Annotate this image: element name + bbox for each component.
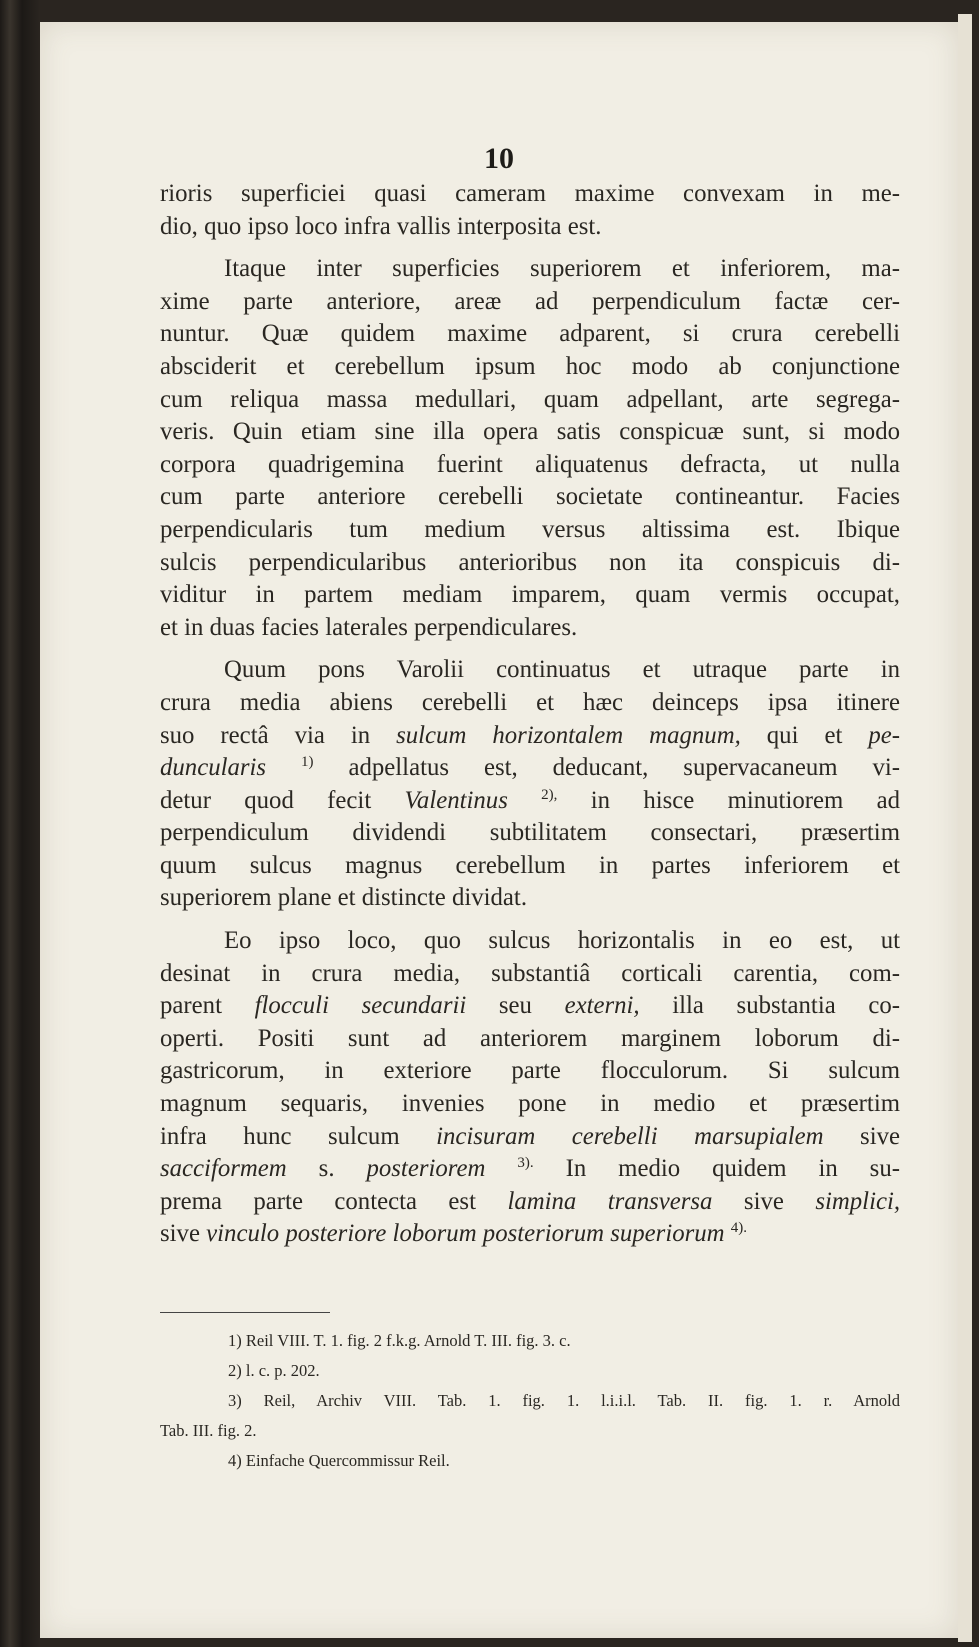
text-line: dio, quo ipso loco infra vallis interposita est. bbox=[160, 212, 602, 240]
footnote-marker: 4). bbox=[730, 1220, 748, 1237]
italic-term: lamina transversa bbox=[507, 1187, 713, 1215]
page-edge bbox=[958, 14, 972, 1642]
text-line: cum reliqua massa medullari, quam adpellant, arte segrega- bbox=[160, 385, 900, 413]
text-line: duncularis $^{1)}$ adpellatus est, deducant, supervacaneum vi- bbox=[160, 754, 901, 782]
text-line: Quum pons Varolii continuatus et utraque parte in bbox=[224, 656, 900, 684]
text-line: sulcis perpendicularibus anterioribus non ita conspicuis di- bbox=[160, 548, 900, 576]
italic-term: simplici, bbox=[815, 1187, 901, 1215]
italic-term: duncularis bbox=[160, 754, 267, 782]
text-line: operti. Positi sunt ad anteriorem marginem loborum di- bbox=[160, 1024, 900, 1052]
text-line: crura media abiens cerebelli et hæc deinceps ipsa itinere bbox=[160, 688, 900, 716]
footnote: 3) Reil, Archiv VIII. Tab. 1. fig. 1. l.i.i.l. Tab. II. fig. 1. r. Arnold bbox=[228, 1391, 900, 1410]
footnote: 2) l. c. p. 202. bbox=[228, 1361, 320, 1380]
text-line: prema parte contecta est lamina transversa sive simplici, bbox=[160, 1187, 901, 1215]
footnote-marker: 3). bbox=[517, 1155, 534, 1172]
footnote-marker: 2), bbox=[541, 786, 558, 803]
text-line: infra hunc sulcum incisuram cerebelli marsupialem sive bbox=[160, 1122, 900, 1150]
italic-name: Valentinus bbox=[404, 786, 508, 814]
page-number: 10 bbox=[484, 142, 514, 175]
italic-term: sacciformem bbox=[160, 1155, 287, 1183]
text-line: suo rectâ via in sulcum horizontalem magnum, qui et pe- bbox=[160, 721, 900, 749]
footnote: 4) Einfache Quercommissur Reil. bbox=[228, 1451, 450, 1470]
text-line: perpendiculum dividendi subtilitatem consectari, præsertim bbox=[160, 819, 900, 847]
body-text bbox=[160, 178, 900, 1251]
footnotes bbox=[160, 1326, 900, 1476]
text-line: superiorem plane et distincte dividat. bbox=[160, 884, 528, 912]
text-line: Eo ipso loco, quo sulcus horizontalis in eo est, ut bbox=[224, 927, 900, 955]
text-line: corpora quadrigemina fuerint aliquatenus defracta, ut nulla bbox=[160, 450, 900, 478]
footnote-separator bbox=[160, 1312, 330, 1313]
text-line: xime parte anteriore, areæ ad perpendiculum factæ cer- bbox=[160, 287, 900, 315]
italic-term: externi, bbox=[564, 992, 640, 1020]
italic-term: sulcum horizontalem magnum, bbox=[396, 721, 741, 749]
text-line: rioris superficiei quasi cameram maxime convexam in me- bbox=[160, 180, 900, 207]
italic-term: flocculi secundarii bbox=[254, 992, 467, 1020]
text-line: detur quod fecit Valentinus $^{2),}$ in hisce minutiorem ad bbox=[160, 786, 900, 814]
text-line: gastricorum, in exteriore parte flocculorum. Si sulcum bbox=[160, 1057, 900, 1085]
text-line: cum parte anteriore cerebelli societate contineantur. Facies bbox=[160, 483, 900, 511]
text-line: Itaque inter superficies superiorem et inferiorem, ma- bbox=[224, 255, 900, 283]
text-line: viditur in partem mediam imparem, quam vermis occupat, bbox=[160, 581, 900, 609]
text-line: veris. Quin etiam sine illa opera satis conspicuæ sunt, si modo bbox=[160, 418, 900, 446]
footnote: 1) Reil VIII. T. 1. fig. 2 f.k.g. Arnold T. III. fig. 3. c. bbox=[228, 1331, 571, 1350]
text-line: parent flocculi secundarii seu externi, illa substantia co- bbox=[160, 992, 900, 1020]
text-line: perpendicularis tum medium versus altissima est. Ibique bbox=[160, 515, 900, 543]
text-line: nuntur. Quæ quidem maxime adparent, si crura cerebelli bbox=[160, 320, 900, 348]
text-line: sive vinculo posteriore loborum posteriorum superiorum $^{4).}$ bbox=[160, 1220, 748, 1248]
italic-term: vinculo posteriore loborum posteriorum superiorum bbox=[206, 1220, 725, 1248]
text-line: magnum sequaris, invenies pone in medio et præsertim bbox=[160, 1090, 900, 1118]
text-line: desinat in crura media, substantiâ corticali carentia, com- bbox=[160, 959, 900, 987]
italic-term: pe- bbox=[868, 721, 900, 749]
text-line: quum sulcus magnus cerebellum in partes inferiorem et bbox=[160, 851, 900, 879]
text-line: et in duas facies laterales perpendiculares. bbox=[160, 613, 578, 641]
footnote-marker: 1) bbox=[301, 754, 314, 771]
text-line: sacciformem s. posteriorem $^{3).}$ In medio quidem in su- bbox=[160, 1155, 900, 1183]
italic-term: incisuram cerebelli marsupialem bbox=[436, 1122, 824, 1150]
italic-term: posteriorem bbox=[366, 1155, 486, 1183]
footnote-continuation: Tab. III. fig. 2. bbox=[160, 1421, 257, 1440]
text-line: absciderit et cerebellum ipsum hoc modo ab conjunctione bbox=[160, 352, 900, 380]
